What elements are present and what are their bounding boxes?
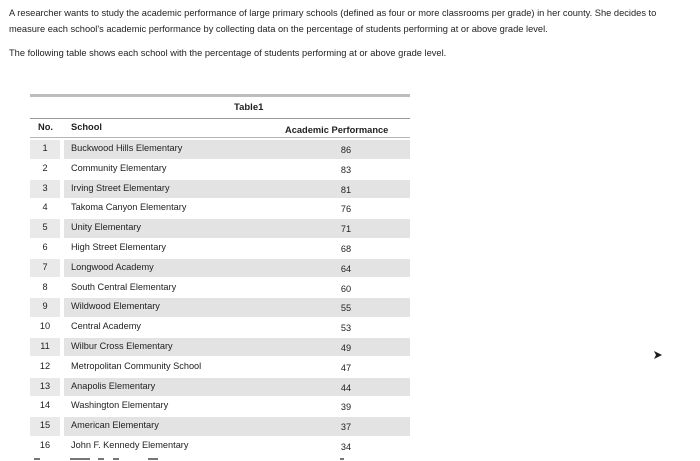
table-top-border <box>30 94 410 97</box>
row-school-name: Central Academy <box>71 321 141 332</box>
table-row <box>30 239 410 258</box>
header-academic-performance: Academic Performance <box>285 125 389 135</box>
row-academic-performance: 86 <box>340 145 352 155</box>
header-school: School <box>71 122 102 132</box>
row-school-name: Unity Elementary <box>71 222 141 233</box>
row-academic-performance: 39 <box>340 402 352 413</box>
table-row <box>30 397 410 416</box>
row-school-name: Wilbur Cross Elementary <box>71 340 173 351</box>
row-academic-performance: 68 <box>340 243 352 254</box>
header-divider <box>30 137 410 138</box>
row-academic-performance: 55 <box>340 303 352 314</box>
row-school-name: American Elementary <box>71 420 159 431</box>
table-row <box>30 219 410 238</box>
row-number: 15 <box>39 420 51 431</box>
table-row <box>30 417 410 436</box>
row-academic-performance: 76 <box>340 204 352 215</box>
table-description: The following table shows each school with the percentage of students performing at or above grade level. <box>9 48 447 58</box>
table-row <box>30 437 410 456</box>
row-school-name: Community Elementary <box>71 162 167 173</box>
row-academic-performance: 47 <box>340 362 352 373</box>
table-title-divider <box>30 118 410 119</box>
row-academic-performance: 37 <box>340 422 352 433</box>
table-row <box>30 160 410 179</box>
row-number: 11 <box>40 340 50 351</box>
row-academic-performance: 81 <box>340 184 352 195</box>
row-school-name: Anapolis Elementary <box>71 380 156 391</box>
row-school-name: Wildwood Elementary <box>71 301 160 312</box>
table-row <box>30 338 410 357</box>
mouse-pointer-icon <box>651 349 663 361</box>
table-row <box>30 358 410 377</box>
table-row <box>30 318 410 337</box>
table-row <box>30 180 410 199</box>
row-number: 7 <box>42 261 48 272</box>
row-number: 6 <box>42 241 48 252</box>
row-number: 2 <box>42 162 48 173</box>
row-school-name: High Street Elementary <box>71 241 166 252</box>
row-school-name: Washington Elementary <box>71 400 169 411</box>
table-row <box>30 298 410 317</box>
row-number: 14 <box>39 400 51 411</box>
row-academic-performance: 71 <box>340 224 352 235</box>
row-number: 16 <box>39 439 51 450</box>
row-number: 13 <box>39 380 51 391</box>
row-academic-performance: 64 <box>340 263 352 274</box>
row-number: 8 <box>42 281 48 292</box>
row-academic-performance: 49 <box>340 342 352 353</box>
header-no: No. <box>38 122 53 132</box>
row-academic-performance: 60 <box>340 283 352 294</box>
row-school-name: Longwood Academy <box>71 261 154 272</box>
row-school-name: John F. Kennedy Elementary <box>71 439 189 450</box>
table-row <box>30 259 410 278</box>
row-number: 1 <box>42 143 48 153</box>
row-academic-performance: 53 <box>340 323 352 334</box>
row-number: 3 <box>42 182 48 193</box>
table-row <box>30 140 410 159</box>
row-academic-performance: 83 <box>340 164 352 175</box>
row-school-name: South Central Elementary <box>71 281 177 292</box>
row-academic-performance: 44 <box>340 382 352 393</box>
table-row <box>30 378 410 397</box>
row-school-name: Irving Street Elementary <box>71 182 170 193</box>
intro-paragraph: A researcher wants to study the academic performance of large primary schools (defined as four or more classrooms per grade) in her county. She decides to measure each school's academic performance by collecting data on the percentage of students performing at or above grade level. <box>9 8 657 34</box>
row-number: 4 <box>42 202 48 213</box>
row-number: 12 <box>39 360 51 371</box>
table-row <box>30 279 410 298</box>
row-number: 9 <box>42 301 48 312</box>
row-school-name: Metropolitan Community School <box>71 360 202 371</box>
row-number: 5 <box>42 222 48 233</box>
table-bottom-edge <box>30 455 410 461</box>
row-number: 10 <box>39 321 51 332</box>
table-title: Table1 <box>234 102 264 113</box>
row-academic-performance: 34 <box>340 441 352 452</box>
table-body <box>30 140 410 457</box>
row-school-name: Buckwood Hills Elementary <box>71 143 183 153</box>
row-school-name: Takoma Canyon Elementary <box>71 202 187 213</box>
table-row <box>30 199 410 218</box>
